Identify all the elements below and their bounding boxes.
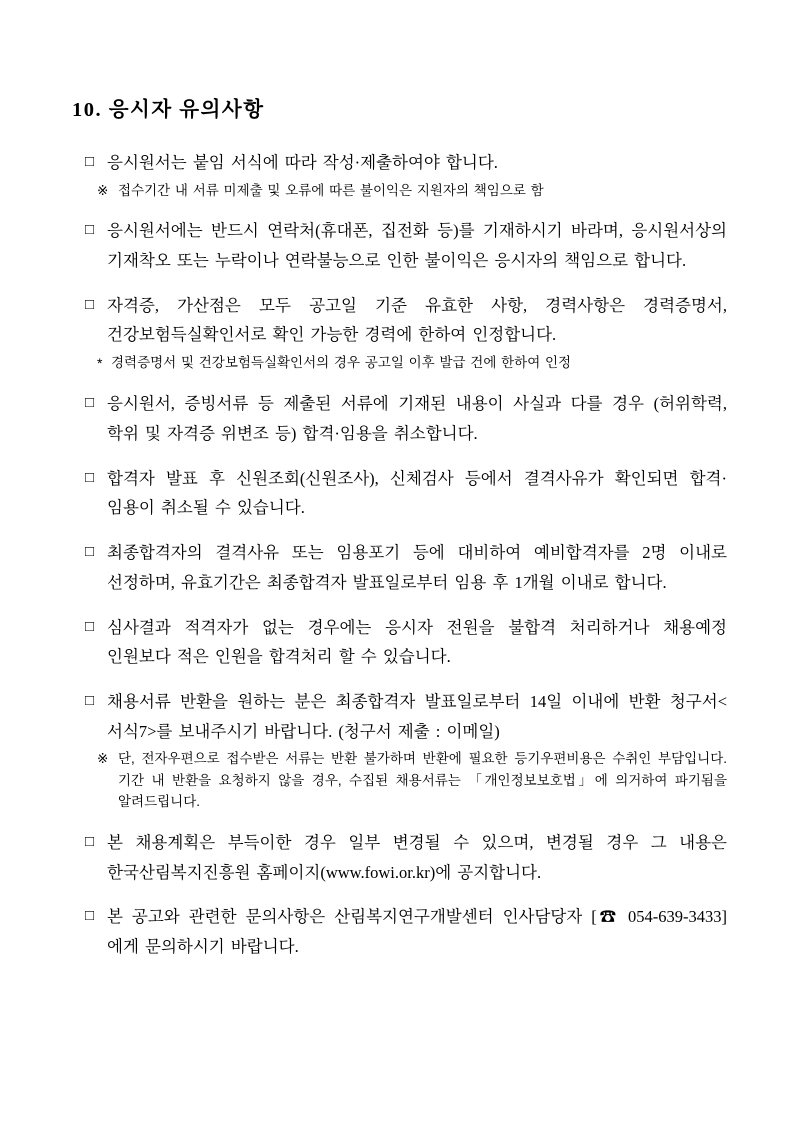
note xyxy=(97,352,727,374)
checkbox-icon: □ xyxy=(85,618,95,635)
notice-text: 본 공고와 관련한 문의사항은 산림복지연구개발센터 인사담당자 [☎ 054-639-3433]에게 문의하시기 바랍니다. xyxy=(107,907,727,957)
checkbox-icon: □ xyxy=(85,908,95,925)
notice-item xyxy=(85,538,727,597)
notice-item xyxy=(85,216,727,275)
notice-text: 채용서류 반환을 원하는 분은 최종합격자 발표일로부터 14일 이내에 반환 청구서<서식7>를 보내주시기 바랍니다. (청구서 제출 : 이메일) xyxy=(107,691,727,741)
notice-text: 응시원서에는 반드시 연락처(휴대폰, 집전화 등)를 기재하시기 바라며, 응시원서상의 기재착오 또는 누락이나 연락불능으로 인한 불이익은 응시자의 책임으로 합니다. xyxy=(107,221,727,270)
notice-text: 본 채용계획은 부득이한 경우 일부 변경될 수 있으며, 변경될 경우 그 내용은 한국산림복지진흥원 홈페이지(www.fowi.or.kr)에 공지합니다. xyxy=(107,833,727,882)
checkbox-icon: □ xyxy=(85,544,95,561)
checkbox-icon: □ xyxy=(85,469,95,486)
notice-item xyxy=(85,613,727,672)
notice-item xyxy=(85,148,727,178)
notice-text: 심사결과 적격자가 없는 경우에는 응시자 전원을 불합격 처리하거나 채용예정 인원보다 적은 인원을 합격처리 할 수 있습니다. xyxy=(107,617,727,667)
asterisk-icon: * xyxy=(97,355,103,372)
note-text: 접수기간 내 서류 미제출 및 오류에 따른 불이익은 지원자의 책임으로 함 xyxy=(118,182,544,198)
note xyxy=(97,180,727,202)
notice-text: 자격증, 가산점은 모두 공고일 기준 유효한 사항, 경력사항은 경력증명서, 건강보험득실확인서로 확인 가능한 경력에 한하여 인정합니다. xyxy=(107,295,727,345)
note-text: 경력증명서 및 건강보험득실확인서의 경우 공고일 이후 발급 건에 한하여 인정 xyxy=(111,355,572,371)
notice-text: 응시원서는 붙임 서식에 따라 작성·제출하여야 합니다. xyxy=(107,153,498,172)
notice-text: 최종합격자의 결격사유 또는 임용포기 등에 대비하여 예비합격자를 2명 이내로 선정하며, 유효기간은 최종합격자 발표일로부터 임용 후 1개월 이내로 합니다. xyxy=(107,543,727,592)
section-title: 10. 응시자 유의사항 xyxy=(72,99,265,121)
notice-item xyxy=(85,687,727,746)
note xyxy=(97,748,727,813)
checkbox-icon: □ xyxy=(85,154,95,170)
checkbox-icon: □ xyxy=(85,395,95,412)
checkbox-icon: □ xyxy=(85,296,95,313)
notice-item xyxy=(85,828,727,887)
notice-item xyxy=(85,464,727,523)
reference-mark-icon: ※ xyxy=(97,751,109,767)
checkbox-icon: □ xyxy=(85,222,95,239)
note-text: 단, 전자우편으로 접수받은 서류는 반환 불가하며 반환에 필요한 등기우편비용은 수취인 부담입니다. 기간 내 반환을 요청하지 않을 경우, 수집된 채용서류는 「개인정보보호법」에 의거하여 파기됨을 알려드립니다. xyxy=(118,751,727,810)
notice-text: 합격자 발표 후 신원조회(신원조사), 신체검사 등에서 결격사유가 확인되면 합격·임용이 취소될 수 있습니다. xyxy=(107,468,727,518)
notice-item xyxy=(85,902,727,961)
notice-item xyxy=(85,389,727,448)
notice-text: 응시원서, 증빙서류 등 제출된 서류에 기재된 내용이 사실과 다를 경우 (허위학력, 학위 및 자격증 위변조 등) 합격·임용을 취소합니다. xyxy=(107,394,727,444)
checkbox-icon: □ xyxy=(85,692,95,709)
notice-item xyxy=(85,291,727,350)
checkbox-icon: □ xyxy=(85,834,95,851)
reference-mark-icon: ※ xyxy=(97,182,109,198)
